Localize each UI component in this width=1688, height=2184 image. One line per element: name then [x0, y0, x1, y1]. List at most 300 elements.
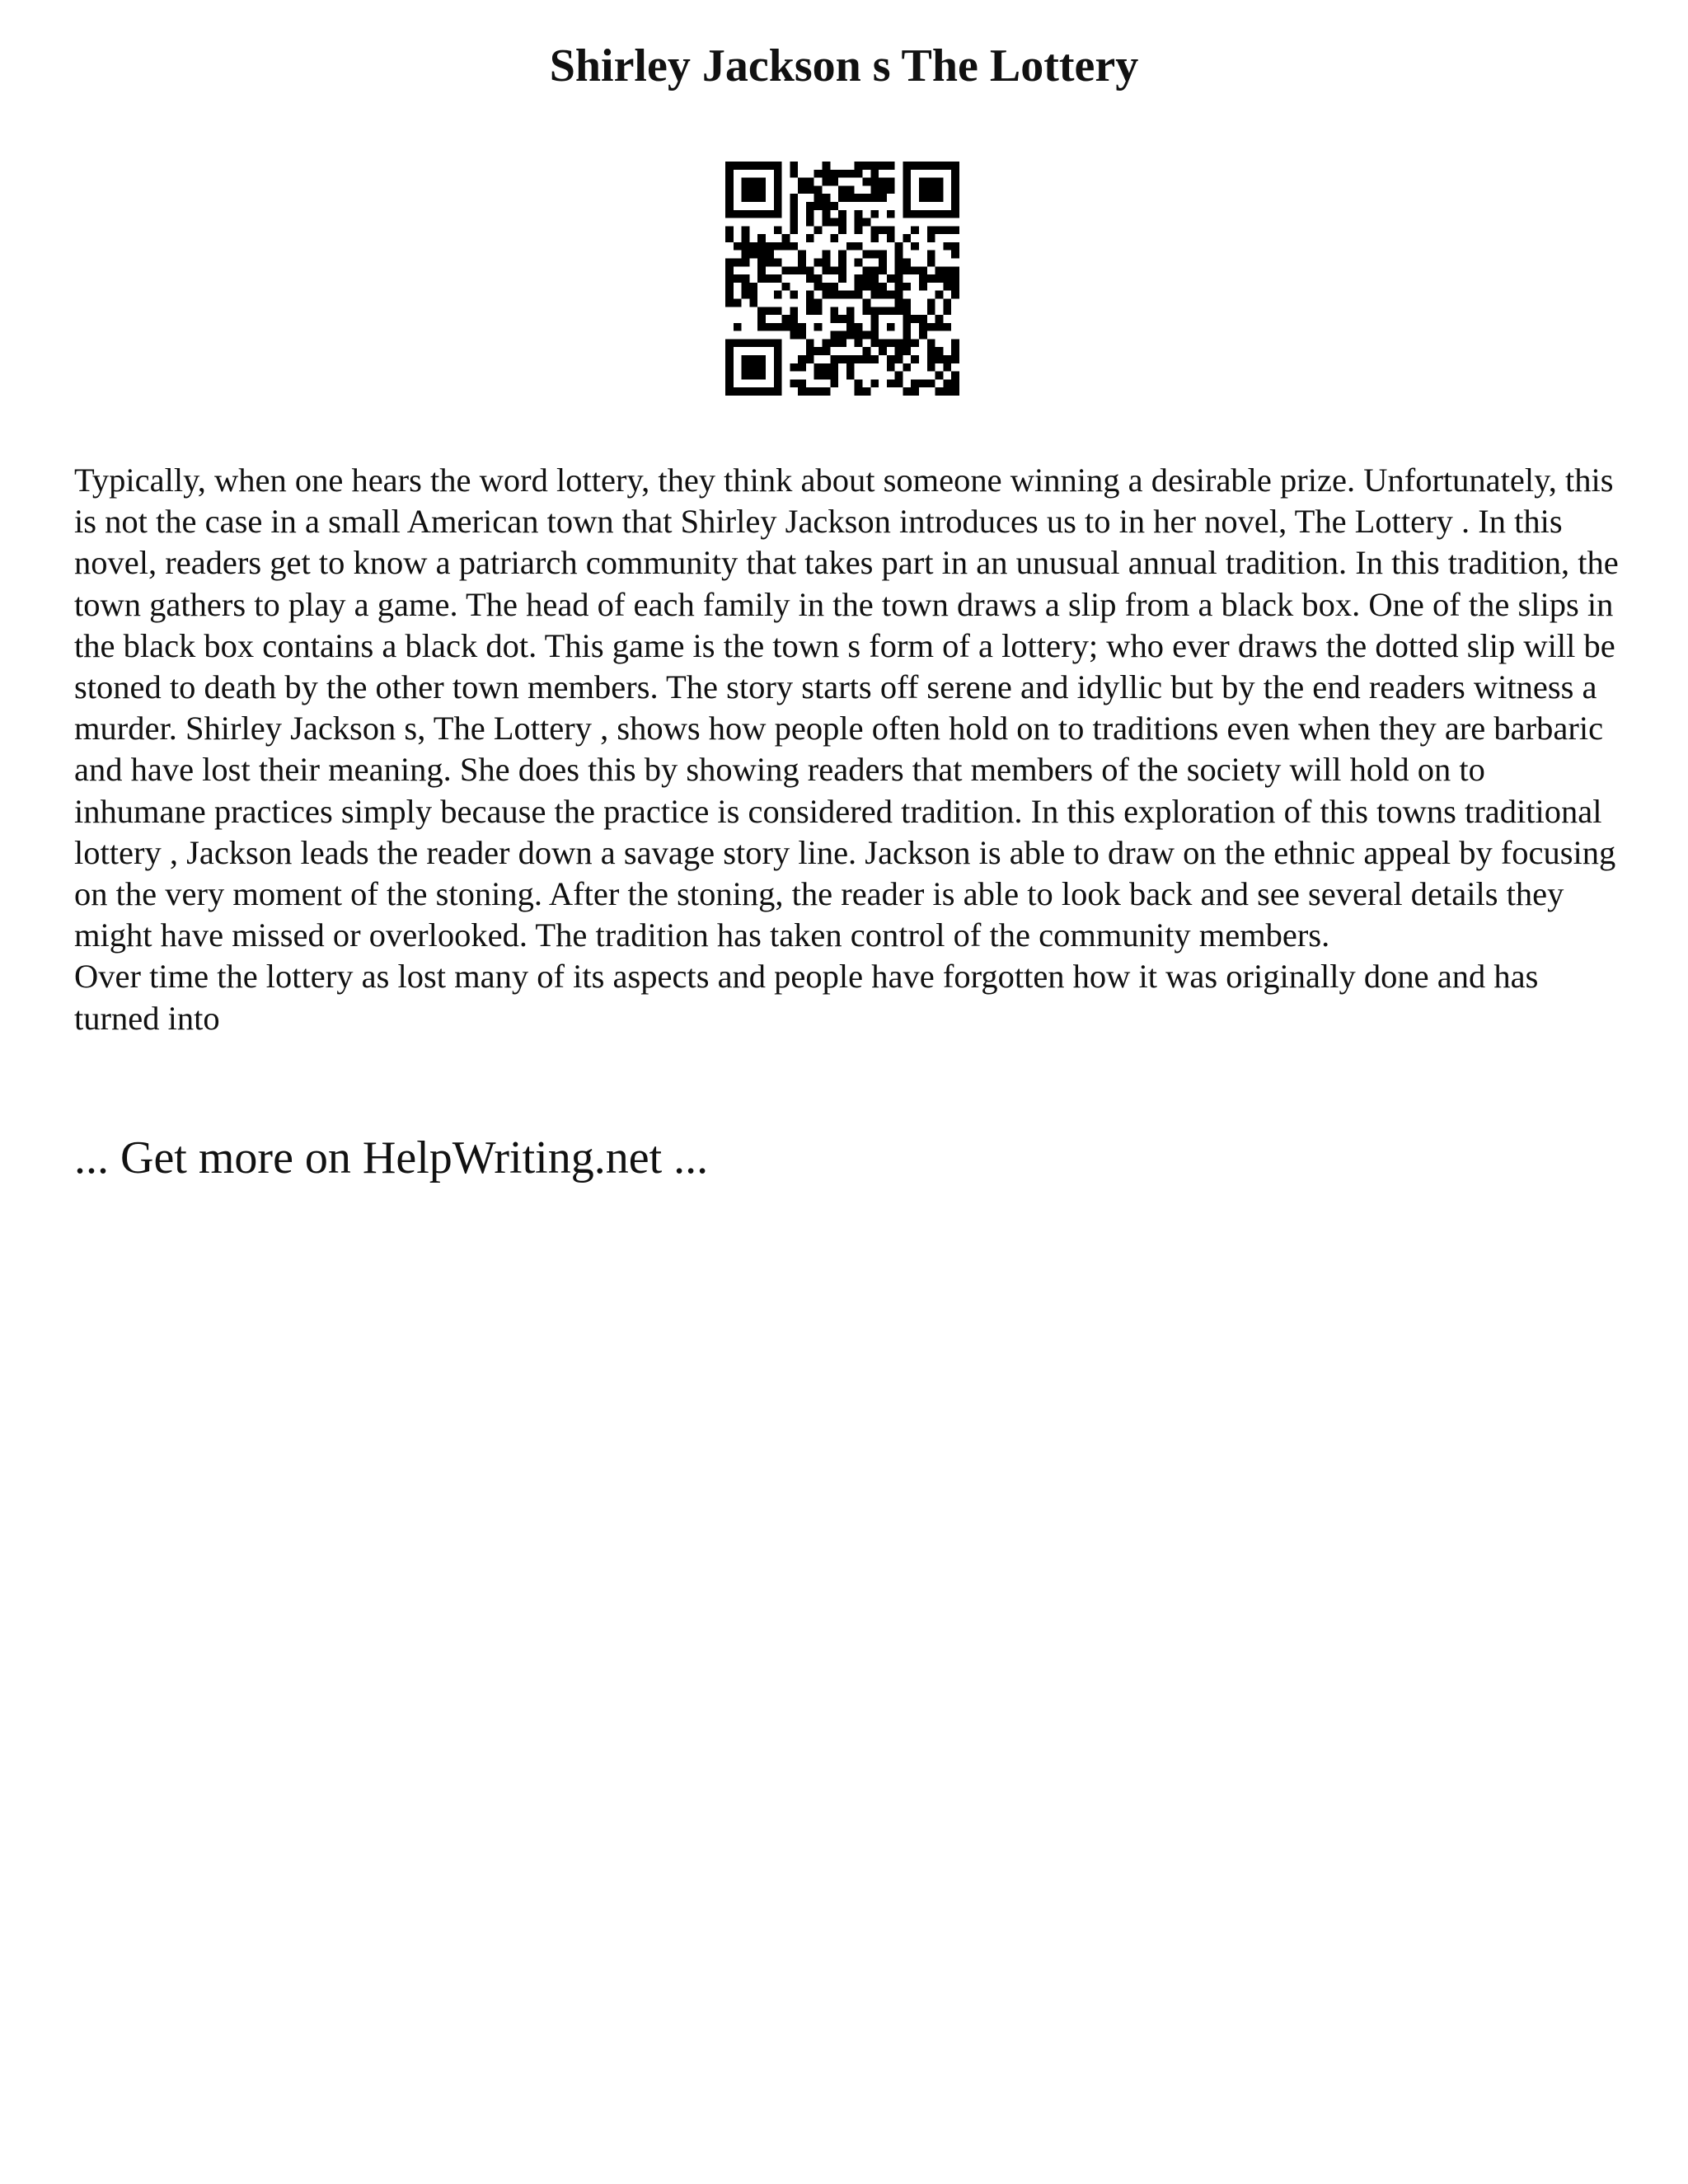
qr-module: [782, 266, 790, 274]
qr-module: [830, 202, 838, 210]
qr-module: [870, 274, 879, 283]
qr-module: [766, 323, 774, 331]
qr-module: [919, 315, 927, 323]
qr-module: [742, 194, 750, 202]
qr-module: [757, 194, 766, 202]
qr-module: [823, 291, 831, 299]
qr-module: [749, 210, 757, 218]
qr-module: [725, 266, 734, 274]
qr-module: [790, 218, 798, 227]
qr-module: [823, 170, 831, 178]
qr-module: [774, 226, 782, 234]
qr-module: [798, 185, 806, 194]
qr-module: [766, 251, 774, 259]
qr-module: [879, 178, 887, 186]
qr-module: [935, 266, 944, 274]
qr-module: [749, 363, 757, 372]
qr-module: [757, 363, 766, 372]
qr-module: [935, 162, 944, 170]
qr-module: [895, 379, 903, 387]
qr-module: [870, 185, 879, 194]
qr-module: [879, 185, 887, 194]
qr-code-icon: [725, 162, 959, 396]
qr-module: [830, 283, 838, 291]
qr-module: [862, 331, 870, 340]
qr-module: [951, 379, 959, 387]
qr-module: [814, 194, 823, 202]
qr-module: [855, 274, 863, 283]
qr-module: [742, 363, 750, 372]
qr-module: [903, 259, 911, 267]
qr-module: [935, 194, 944, 202]
qr-module: [790, 226, 798, 234]
qr-module: [935, 372, 944, 380]
qr-module: [734, 387, 742, 396]
qr-module: [927, 355, 935, 363]
qr-module: [830, 307, 838, 315]
qr-module: [790, 315, 798, 323]
qr-module: [798, 259, 806, 267]
qr-module: [774, 162, 782, 170]
qr-module: [806, 298, 814, 307]
qr-module: [855, 355, 863, 363]
qr-module: [798, 323, 806, 331]
qr-module: [943, 387, 951, 396]
qr-module: [838, 266, 846, 274]
qr-module: [798, 178, 806, 186]
qr-module: [757, 323, 766, 331]
qr-module: [911, 387, 919, 396]
qr-module: [879, 339, 887, 347]
qr-module: [951, 202, 959, 210]
qr-module: [951, 274, 959, 283]
qr-module: [887, 379, 895, 387]
qr-module: [887, 274, 895, 283]
qr-module: [790, 331, 798, 340]
qr-module: [766, 259, 774, 267]
qr-module: [903, 331, 911, 340]
qr-module: [927, 347, 935, 355]
article-body: [74, 460, 1624, 1039]
qr-module: [927, 210, 935, 218]
qr-module: [879, 226, 887, 234]
qr-module: [862, 266, 870, 274]
qr-module: [862, 251, 870, 259]
qr-module: [846, 363, 855, 372]
qr-module: [814, 323, 823, 331]
qr-module: [887, 307, 895, 315]
qr-module: [725, 355, 734, 363]
qr-module: [734, 339, 742, 347]
qr-module: [838, 331, 846, 340]
qr-module: [862, 274, 870, 283]
qr-module: [830, 315, 838, 323]
qr-module: [725, 226, 734, 234]
qr-module: [830, 372, 838, 380]
qr-module: [903, 283, 911, 291]
qr-module: [895, 372, 903, 380]
qr-module: [725, 185, 734, 194]
paragraph: Over time the lottery as lost many of its aspects and people have forgotten how it was originally done and has turned into: [74, 958, 1539, 1037]
qr-module: [895, 242, 903, 251]
qr-module: [855, 339, 863, 347]
qr-module: [879, 162, 887, 170]
qr-module: [790, 194, 798, 202]
qr-module: [855, 242, 863, 251]
qr-module: [935, 178, 944, 186]
qr-module: [855, 194, 863, 202]
qr-module: [806, 218, 814, 227]
qr-module: [951, 387, 959, 396]
qr-module: [862, 298, 870, 307]
qr-module: [951, 210, 959, 218]
qr-module: [823, 372, 831, 380]
qr-module: [830, 170, 838, 178]
qr-module: [734, 162, 742, 170]
qr-module: [774, 194, 782, 202]
qr-module: [838, 185, 846, 194]
qr-module: [951, 170, 959, 178]
qr-module: [943, 355, 951, 363]
qr-module: [782, 234, 790, 242]
qr-module: [911, 162, 919, 170]
qr-module: [870, 331, 879, 340]
qr-module: [830, 234, 838, 242]
qr-module: [774, 170, 782, 178]
qr-module: [830, 218, 838, 227]
qr-module: [895, 291, 903, 299]
qr-module: [838, 251, 846, 259]
qr-module: [823, 387, 831, 396]
qr-module: [935, 323, 944, 331]
qr-module: [742, 291, 750, 299]
qr-module: [927, 259, 935, 267]
qr-module: [895, 283, 903, 291]
qr-module: [814, 372, 823, 380]
qr-module: [830, 178, 838, 186]
qr-module: [742, 339, 750, 347]
qr-module: [870, 379, 879, 387]
qr-module: [742, 355, 750, 363]
qr-module: [895, 274, 903, 283]
qr-module: [935, 355, 944, 363]
qr-module: [895, 298, 903, 307]
qr-module: [814, 363, 823, 372]
qr-module: [749, 185, 757, 194]
qr-module: [927, 234, 935, 242]
qr-module: [911, 379, 919, 387]
qr-module: [774, 379, 782, 387]
qr-module: [887, 226, 895, 234]
qr-module: [870, 323, 879, 331]
qr-module: [927, 251, 935, 259]
qr-module: [895, 259, 903, 267]
qr-module: [935, 210, 944, 218]
qr-module: [951, 251, 959, 259]
qr-module: [830, 339, 838, 347]
qr-module: [830, 355, 838, 363]
qr-module: [927, 323, 935, 331]
qr-module: [951, 162, 959, 170]
qr-module: [870, 234, 879, 242]
qr-module: [879, 347, 887, 355]
qr-module: [774, 178, 782, 186]
qr-module: [951, 242, 959, 251]
qr-module: [766, 274, 774, 283]
qr-module: [846, 307, 855, 315]
qr-module: [935, 315, 944, 323]
qr-module: [734, 259, 742, 267]
qr-module: [749, 372, 757, 380]
qr-module: [903, 363, 911, 372]
qr-module: [846, 291, 855, 299]
qr-module: [774, 363, 782, 372]
qr-module: [879, 307, 887, 315]
qr-module: [927, 274, 935, 283]
qr-module: [749, 178, 757, 186]
qr-module: [757, 307, 766, 315]
qr-module: [911, 226, 919, 234]
qr-module: [919, 274, 927, 283]
qr-module: [838, 291, 846, 299]
qr-module: [951, 347, 959, 355]
qr-module: [846, 185, 855, 194]
get-more-link[interactable]: ... Get more on HelpWriting.net ...: [74, 1132, 709, 1183]
qr-module: [862, 218, 870, 227]
qr-module: [903, 170, 911, 178]
qr-module: [887, 355, 895, 363]
qr-module: [749, 194, 757, 202]
qr-module: [734, 323, 742, 331]
qr-module: [766, 387, 774, 396]
qr-module: [774, 185, 782, 194]
qr-module: [846, 372, 855, 380]
qr-module: [757, 251, 766, 259]
qr-module: [790, 363, 798, 372]
qr-module: [870, 178, 879, 186]
qr-module: [798, 387, 806, 396]
qr-module: [774, 259, 782, 267]
qr-module: [725, 234, 734, 242]
qr-module: [895, 347, 903, 355]
qr-module: [823, 178, 831, 186]
qr-module: [855, 379, 863, 387]
qr-module: [823, 210, 831, 218]
qr-module: [742, 242, 750, 251]
qr-module: [855, 331, 863, 340]
qr-module: [814, 170, 823, 178]
qr-module: [766, 210, 774, 218]
qr-module: [846, 331, 855, 340]
qr-module: [870, 162, 879, 170]
qr-module: [757, 355, 766, 363]
qr-module: [725, 298, 734, 307]
qr-module: [814, 283, 823, 291]
qr-module: [742, 162, 750, 170]
qr-module: [806, 202, 814, 210]
qr-module: [862, 387, 870, 396]
qr-module: [870, 307, 879, 315]
qr-module: [757, 266, 766, 274]
qr-module: [943, 266, 951, 274]
qr-module: [838, 218, 846, 227]
qr-module: [774, 347, 782, 355]
qr-module: [846, 355, 855, 363]
qr-module: [814, 259, 823, 267]
qr-module: [855, 259, 863, 267]
qr-module: [725, 363, 734, 372]
qr-module: [927, 162, 935, 170]
qr-module: [838, 339, 846, 347]
qr-module: [903, 266, 911, 274]
qr-module: [838, 210, 846, 218]
qr-module: [838, 226, 846, 234]
qr-module: [742, 210, 750, 218]
qr-module: [927, 363, 935, 372]
qr-module: [879, 266, 887, 274]
qr-module: [903, 315, 911, 323]
qr-module: [806, 387, 814, 396]
qr-module: [855, 226, 863, 234]
qr-module: [927, 307, 935, 315]
qr-module: [742, 234, 750, 242]
qr-module: [774, 323, 782, 331]
qr-module: [838, 274, 846, 283]
qr-module: [903, 323, 911, 331]
qr-module: [911, 266, 919, 274]
qr-module: [806, 291, 814, 299]
qr-module: [943, 210, 951, 218]
qr-module: [895, 266, 903, 274]
qr-module: [798, 379, 806, 387]
qr-module: [749, 387, 757, 396]
qr-module: [919, 283, 927, 291]
qr-module: [855, 218, 863, 227]
qr-module: [725, 339, 734, 347]
qr-module: [806, 274, 814, 283]
qr-module: [887, 339, 895, 347]
qr-module: [911, 355, 919, 363]
qr-module: [725, 387, 734, 396]
qr-module: [943, 363, 951, 372]
qr-module: [862, 194, 870, 202]
qr-module: [798, 355, 806, 363]
qr-module: [943, 283, 951, 291]
qr-module: [757, 210, 766, 218]
qr-module: [855, 162, 863, 170]
qr-module: [951, 283, 959, 291]
qr-module: [742, 372, 750, 380]
qr-module: [887, 210, 895, 218]
qr-module: [919, 162, 927, 170]
qr-module: [879, 291, 887, 299]
qr-module: [798, 266, 806, 274]
qr-module: [757, 234, 766, 242]
qr-module: [774, 242, 782, 251]
qr-module: [855, 210, 863, 218]
qr-module: [870, 355, 879, 363]
qr-module: [774, 372, 782, 380]
qr-module: [823, 339, 831, 347]
qr-module: [814, 185, 823, 194]
qr-module: [725, 283, 734, 291]
qr-module: [927, 379, 935, 387]
qr-module: [951, 266, 959, 274]
qr-module: [814, 387, 823, 396]
page-title: Shirley Jackson s The Lottery: [549, 40, 1139, 91]
qr-module: [757, 178, 766, 186]
qr-module: [935, 226, 944, 234]
qr-module: [806, 234, 814, 242]
qr-module: [742, 283, 750, 291]
qr-module: [830, 291, 838, 299]
qr-module: [806, 178, 814, 186]
qr-module: [919, 379, 927, 387]
qr-module: [903, 298, 911, 307]
qr-module: [943, 323, 951, 331]
qr-module: [919, 331, 927, 340]
qr-module: [790, 266, 798, 274]
qr-module: [725, 178, 734, 186]
qr-module: [927, 185, 935, 194]
qr-module: [862, 283, 870, 291]
qr-module: [742, 251, 750, 259]
qr-module: [870, 266, 879, 274]
qr-module: [749, 162, 757, 170]
qr-module: [830, 266, 838, 274]
qr-module: [774, 274, 782, 283]
qr-module: [838, 315, 846, 323]
qr-module: [830, 379, 838, 387]
qr-module: [855, 323, 863, 331]
qr-module: [838, 170, 846, 178]
qr-module: [870, 291, 879, 299]
qr-module: [870, 315, 879, 323]
qr-module: [790, 379, 798, 387]
qr-module: [895, 307, 903, 315]
qr-module: [911, 210, 919, 218]
qr-module: [903, 210, 911, 218]
qr-module: [774, 355, 782, 363]
qr-module: [903, 307, 911, 315]
qr-module: [919, 266, 927, 274]
qr-module: [806, 339, 814, 347]
qr-module: [806, 347, 814, 355]
qr-module: [862, 355, 870, 363]
qr-module: [879, 251, 887, 259]
qr-module: [823, 347, 831, 355]
qr-module: [903, 162, 911, 170]
qr-module: [870, 339, 879, 347]
qr-module: [790, 323, 798, 331]
qr-module: [749, 242, 757, 251]
qr-module: [846, 323, 855, 331]
qr-module: [774, 210, 782, 218]
qr-module: [749, 298, 757, 307]
qr-module: [862, 162, 870, 170]
qr-module: [823, 162, 831, 170]
qr-module: [919, 210, 927, 218]
qr-module: [798, 331, 806, 340]
qr-module: [919, 185, 927, 194]
qr-module: [766, 339, 774, 347]
qr-module: [782, 242, 790, 251]
qr-module: [870, 251, 879, 259]
qr-module: [806, 307, 814, 315]
qr-module: [774, 339, 782, 347]
qr-module: [830, 363, 838, 372]
qr-module: [790, 242, 798, 251]
